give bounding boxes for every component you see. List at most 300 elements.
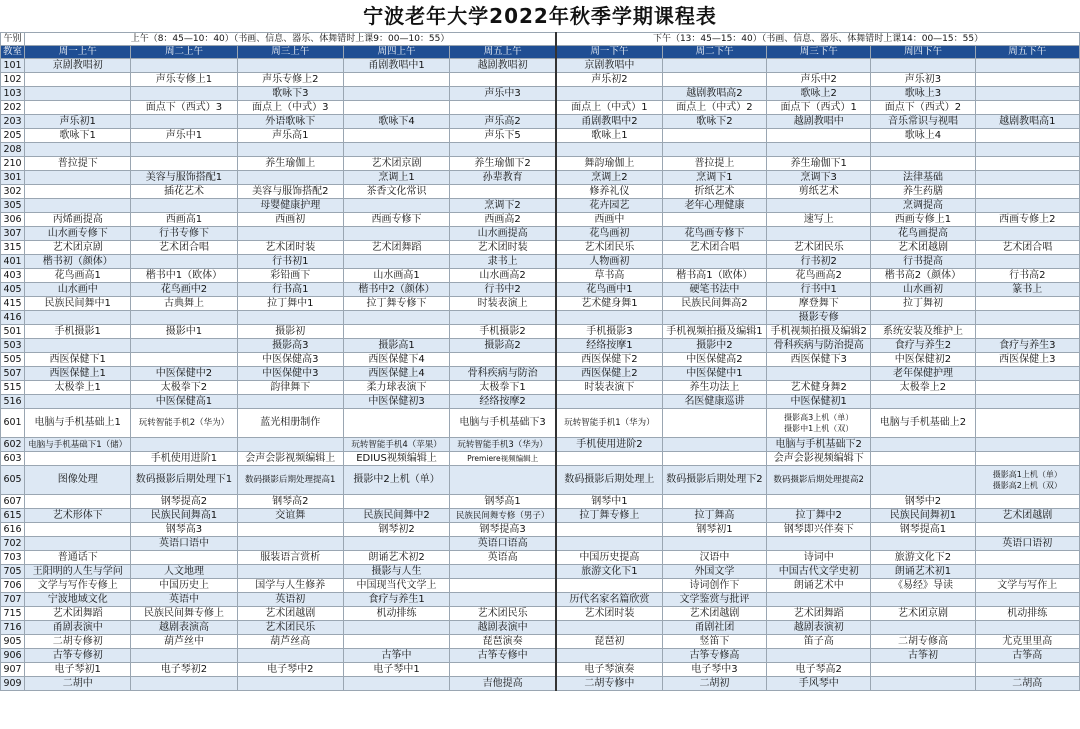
course-cell: 行书中1 <box>767 283 871 297</box>
course-cell: 拉丁舞初 <box>871 297 975 311</box>
room-row-505 <box>1 353 1080 367</box>
course-cell <box>975 171 1079 185</box>
course-cell <box>343 143 449 157</box>
course-cell: 二胡高 <box>975 677 1079 691</box>
course-cell <box>343 101 449 115</box>
course-cell <box>975 59 1079 73</box>
course-cell: 西医保健下2 <box>556 353 662 367</box>
course-cell: 甬剧社团 <box>662 621 766 635</box>
course-cell: 摄影高1 <box>343 339 449 353</box>
course-cell: 太极拳下1 <box>450 381 556 395</box>
schedule-table <box>0 32 1080 691</box>
course-cell: 艺术团民乐 <box>767 241 871 255</box>
course-cell: 声乐中2 <box>767 73 871 87</box>
room-row-605 <box>1 466 1080 495</box>
room-number: 103 <box>1 87 25 101</box>
room-number: 607 <box>1 495 25 509</box>
course-cell: 钢琴即兴伴奏下 <box>767 523 871 537</box>
course-cell: 草书高 <box>556 269 662 283</box>
room-number: 208 <box>1 143 25 157</box>
course-cell: 楷书中2（颜体） <box>343 283 449 297</box>
day-header-pm-5: 周五下午 <box>975 46 1079 59</box>
room-row-101 <box>1 59 1080 73</box>
course-cell: 烹调下2 <box>450 199 556 213</box>
course-cell <box>237 395 343 409</box>
course-cell: 历代名家名篇欣赏 <box>556 593 662 607</box>
course-cell: 民族民间舞高1 <box>131 509 237 523</box>
course-cell <box>767 59 871 73</box>
day-header-row <box>1 46 1080 59</box>
course-cell: 玩转智能手机1（华为） <box>556 409 662 438</box>
course-cell: 歌咏上4 <box>871 129 975 143</box>
course-cell <box>662 73 766 87</box>
course-cell: 电子琴初1 <box>25 663 131 677</box>
course-cell: 彩铅画下 <box>237 269 343 283</box>
room-row-315 <box>1 241 1080 255</box>
day-header-pm-3: 周三下午 <box>767 46 871 59</box>
room-number: 306 <box>1 213 25 227</box>
course-cell <box>343 621 449 635</box>
course-cell: 西医保健上1 <box>25 367 131 381</box>
course-cell <box>237 438 343 452</box>
course-cell: 外语歌咏下 <box>237 115 343 129</box>
course-cell <box>975 73 1079 87</box>
course-cell: 钢琴中2 <box>871 495 975 509</box>
course-cell: 拉丁舞高 <box>662 509 766 523</box>
course-cell: 葫芦丝中 <box>131 635 237 649</box>
course-cell: 越剧表演中 <box>450 621 556 635</box>
room-row-602 <box>1 438 1080 452</box>
course-cell: 烹调下1 <box>662 171 766 185</box>
course-cell: 会声会影视频编辑下 <box>767 452 871 466</box>
course-cell <box>975 101 1079 115</box>
room-number: 302 <box>1 185 25 199</box>
course-cell: 古筝高 <box>975 649 1079 663</box>
course-cell <box>662 255 766 269</box>
course-cell: 行书中2 <box>450 283 556 297</box>
course-cell <box>662 438 766 452</box>
course-cell: 太极拳上1 <box>25 381 131 395</box>
course-cell: 养生瑜伽下2 <box>450 157 556 171</box>
course-cell: 面点上（中式）2 <box>662 101 766 115</box>
course-cell <box>556 537 662 551</box>
course-cell: 面点上（中式）1 <box>556 101 662 115</box>
course-cell <box>343 129 449 143</box>
course-cell: 民族民间舞专修（男子） <box>450 509 556 523</box>
course-cell: 越剧表演高 <box>131 621 237 635</box>
course-cell: 古典舞上 <box>131 297 237 311</box>
course-cell: 朗诵艺术初1 <box>871 565 975 579</box>
course-cell <box>131 339 237 353</box>
course-cell: 甬剧表演中 <box>25 621 131 635</box>
course-cell <box>450 579 556 593</box>
course-cell: 西画专修上1 <box>871 213 975 227</box>
course-cell <box>556 621 662 635</box>
course-cell: 中医保健中2 <box>131 367 237 381</box>
course-cell <box>450 593 556 607</box>
room-row-601 <box>1 409 1080 438</box>
course-cell: 太极拳上2 <box>871 381 975 395</box>
course-cell: 中医保健中3 <box>237 367 343 381</box>
course-cell: 老年保健护理 <box>871 367 975 381</box>
course-cell: 艺术团时装 <box>556 607 662 621</box>
room-row-202 <box>1 101 1080 115</box>
course-cell: 诗词中 <box>767 551 871 565</box>
course-cell: 行书提高 <box>871 255 975 269</box>
course-cell: 西画高2 <box>450 213 556 227</box>
course-cell: 艺术团合唱 <box>131 241 237 255</box>
course-cell: 中国历史提高 <box>556 551 662 565</box>
room-row-607 <box>1 495 1080 509</box>
course-cell: 声乐高1 <box>237 129 343 143</box>
course-cell: 美容与服饰搭配2 <box>237 185 343 199</box>
course-cell <box>767 495 871 509</box>
course-cell: 手风琴中 <box>767 677 871 691</box>
course-cell: 拉丁舞专修上 <box>556 509 662 523</box>
course-cell <box>450 311 556 325</box>
course-cell: 西画专修上2 <box>975 213 1079 227</box>
course-cell <box>871 537 975 551</box>
course-cell <box>237 311 343 325</box>
course-cell <box>767 537 871 551</box>
course-cell: 人文地理 <box>131 565 237 579</box>
course-cell <box>131 199 237 213</box>
course-cell: 古筝专修高 <box>662 649 766 663</box>
room-row-501 <box>1 325 1080 339</box>
course-cell: 京剧教唱中 <box>556 59 662 73</box>
room-row-907 <box>1 663 1080 677</box>
course-cell: 母婴健康护理 <box>237 199 343 213</box>
course-cell: 手机视频拍摄及编辑1 <box>662 325 766 339</box>
room-number: 703 <box>1 551 25 565</box>
course-cell: 古筝专修初 <box>25 649 131 663</box>
day-header-am-2: 周二上午 <box>131 46 237 59</box>
course-cell: 西医保健下4 <box>343 353 449 367</box>
course-cell <box>343 199 449 213</box>
course-cell <box>662 59 766 73</box>
course-cell: 电脑与手机基础下2 <box>767 438 871 452</box>
room-number: 516 <box>1 395 25 409</box>
course-cell <box>237 565 343 579</box>
course-cell: 机动排练 <box>975 607 1079 621</box>
course-cell: 文学与写作专修上 <box>25 579 131 593</box>
course-cell <box>662 129 766 143</box>
course-cell: 民族民间舞高2 <box>662 297 766 311</box>
course-cell: 民族民间舞初1 <box>871 509 975 523</box>
course-cell: 声乐专修上2 <box>237 73 343 87</box>
course-cell <box>237 59 343 73</box>
course-cell <box>131 311 237 325</box>
room-row-906 <box>1 649 1080 663</box>
room-row-307 <box>1 227 1080 241</box>
course-cell: 歌咏上3 <box>871 87 975 101</box>
course-cell: 艺术团京剧 <box>871 607 975 621</box>
course-cell: 西医保健上4 <box>343 367 449 381</box>
course-cell: 钢琴高3 <box>131 523 237 537</box>
course-cell: 艺术团越剧 <box>871 241 975 255</box>
course-cell: 楷书高2（颜体） <box>871 269 975 283</box>
course-cell: 艺术团合唱 <box>975 241 1079 255</box>
course-cell <box>871 395 975 409</box>
course-cell: 养生瑜伽上 <box>237 157 343 171</box>
course-cell <box>25 73 131 87</box>
course-cell <box>556 579 662 593</box>
course-cell: 数码摄影后期处理下1 <box>131 466 237 495</box>
course-cell <box>975 297 1079 311</box>
course-cell: 摄影高3上机（单） 摄影中1上机（双） <box>767 409 871 438</box>
course-cell: 艺术团时装 <box>237 241 343 255</box>
room-number: 415 <box>1 297 25 311</box>
course-cell: 图像处理 <box>25 466 131 495</box>
room-row-705 <box>1 565 1080 579</box>
room-number: 102 <box>1 73 25 87</box>
course-cell: 二胡专修高 <box>871 635 975 649</box>
course-cell <box>975 523 1079 537</box>
course-cell: 英语口语中 <box>131 537 237 551</box>
room-row-507 <box>1 367 1080 381</box>
course-cell <box>25 199 131 213</box>
course-cell: 《易经》导读 <box>871 579 975 593</box>
course-cell: 花鸟画专修下 <box>662 227 766 241</box>
course-cell <box>450 565 556 579</box>
course-cell <box>25 171 131 185</box>
course-cell: 声乐高2 <box>450 115 556 129</box>
course-cell: 钢琴初1 <box>662 523 766 537</box>
course-cell: 折纸艺术 <box>662 185 766 199</box>
course-cell: 数码摄影后期处理提高2 <box>767 466 871 495</box>
room-number: 603 <box>1 452 25 466</box>
course-cell: 老年心理健康 <box>662 199 766 213</box>
period-row <box>1 33 1080 46</box>
course-cell <box>556 523 662 537</box>
day-header-am-4: 周四上午 <box>343 46 449 59</box>
course-cell <box>343 635 449 649</box>
course-cell: 文学与写作上 <box>975 579 1079 593</box>
room-row-305 <box>1 199 1080 213</box>
course-cell: 西画初 <box>237 213 343 227</box>
course-cell: 诗词创作下 <box>662 579 766 593</box>
course-cell: 古筝初 <box>871 649 975 663</box>
course-cell <box>131 551 237 565</box>
course-cell <box>767 593 871 607</box>
course-cell: 汉语中 <box>662 551 766 565</box>
course-cell: 歌咏上1 <box>556 129 662 143</box>
course-cell: 会声会影视频编辑上 <box>237 452 343 466</box>
course-cell: 茶香文化常识 <box>343 185 449 199</box>
course-cell: 声乐中1 <box>131 129 237 143</box>
course-cell: 剪纸艺术 <box>767 185 871 199</box>
room-row-905 <box>1 635 1080 649</box>
course-cell: 艺术团合唱 <box>662 241 766 255</box>
course-cell: 食疗与养生3 <box>975 339 1079 353</box>
course-cell: 玩转智能手机4（苹果） <box>343 438 449 452</box>
course-cell <box>343 87 449 101</box>
course-cell <box>975 409 1079 438</box>
course-cell <box>975 325 1079 339</box>
course-cell <box>871 143 975 157</box>
course-cell: 艺术团舞蹈 <box>767 607 871 621</box>
course-cell: 玩转智能手机2（华为） <box>131 409 237 438</box>
course-cell: 行书专修下 <box>131 227 237 241</box>
course-cell: 玩转智能手机3（华为） <box>450 438 556 452</box>
course-cell: 面点下（西式）2 <box>871 101 975 115</box>
course-cell: 电子琴中2 <box>237 663 343 677</box>
room-number: 909 <box>1 677 25 691</box>
course-cell <box>131 438 237 452</box>
course-cell: 中国历史上 <box>131 579 237 593</box>
course-cell: 英语初 <box>237 593 343 607</box>
page-title: 宁波老年大学2022年秋季学期课程表 <box>363 4 717 28</box>
course-cell: 钢琴高2 <box>237 495 343 509</box>
day-header-am-5: 周五上午 <box>450 46 556 59</box>
course-cell <box>975 381 1079 395</box>
course-cell: 笛子高 <box>767 635 871 649</box>
course-cell: 摄影高2 <box>450 339 556 353</box>
course-cell: 钢琴提高1 <box>871 523 975 537</box>
room-row-401 <box>1 255 1080 269</box>
course-cell: 骨科疾病与防治 <box>450 367 556 381</box>
course-cell: 插花艺术 <box>131 185 237 199</box>
course-cell: 竖笛下 <box>662 635 766 649</box>
course-cell <box>556 143 662 157</box>
course-cell <box>975 143 1079 157</box>
course-cell <box>450 466 556 495</box>
course-cell <box>871 593 975 607</box>
course-cell: 养生瑜伽下1 <box>767 157 871 171</box>
course-cell <box>131 649 237 663</box>
course-cell <box>662 537 766 551</box>
course-cell: 甬剧教唱中1 <box>343 59 449 73</box>
course-cell: 机动排练 <box>343 607 449 621</box>
course-cell <box>975 621 1079 635</box>
room-row-405 <box>1 283 1080 297</box>
course-cell: 西医保健下1 <box>25 353 131 367</box>
room-number: 602 <box>1 438 25 452</box>
course-cell: 钢琴提高2 <box>131 495 237 509</box>
course-cell <box>450 353 556 367</box>
course-cell <box>450 185 556 199</box>
course-cell <box>767 129 871 143</box>
course-cell: 拉丁舞专修下 <box>343 297 449 311</box>
course-cell: 韵律舞下 <box>237 381 343 395</box>
course-cell: 硬笔书法中 <box>662 283 766 297</box>
room-number: 315 <box>1 241 25 255</box>
course-cell: 艺术健身舞2 <box>767 381 871 395</box>
course-cell <box>343 325 449 339</box>
course-cell: 越剧教唱中 <box>767 115 871 129</box>
course-cell: 楷书中1（欧体） <box>131 269 237 283</box>
room-number: 210 <box>1 157 25 171</box>
course-cell <box>556 649 662 663</box>
course-cell: 西医保健上3 <box>975 353 1079 367</box>
course-cell <box>662 143 766 157</box>
course-cell: 交谊舞 <box>237 509 343 523</box>
course-cell: 钢琴提高3 <box>450 523 556 537</box>
course-cell <box>975 157 1079 171</box>
course-cell <box>975 87 1079 101</box>
room-row-909 <box>1 677 1080 691</box>
course-cell <box>975 551 1079 565</box>
course-cell: 山水画专修下 <box>25 227 131 241</box>
course-cell <box>662 311 766 325</box>
course-cell: 文学鉴赏与批评 <box>662 593 766 607</box>
course-cell: 法律基础 <box>871 171 975 185</box>
room-number: 405 <box>1 283 25 297</box>
room-row-516 <box>1 395 1080 409</box>
course-cell <box>975 438 1079 452</box>
course-cell: 电脑与手机基础下3 <box>450 409 556 438</box>
room-row-203 <box>1 115 1080 129</box>
course-cell: 花鸟画初 <box>556 227 662 241</box>
room-row-703 <box>1 551 1080 565</box>
course-cell: 隶书上 <box>450 255 556 269</box>
course-cell <box>343 677 449 691</box>
course-cell: 中医保健初2 <box>871 353 975 367</box>
course-cell: 摄影专修 <box>767 311 871 325</box>
course-cell: 柔力球表演下 <box>343 381 449 395</box>
course-cell: 艺术团民乐 <box>237 621 343 635</box>
course-cell <box>343 255 449 269</box>
course-cell: 数码摄影后期处理提高1 <box>237 466 343 495</box>
room-number: 605 <box>1 466 25 495</box>
course-cell: 旅游文化下1 <box>556 565 662 579</box>
course-cell <box>237 537 343 551</box>
room-number: 403 <box>1 269 25 283</box>
course-cell <box>975 495 1079 509</box>
room-number: 616 <box>1 523 25 537</box>
course-cell: 电子琴中1 <box>343 663 449 677</box>
room-row-102 <box>1 73 1080 87</box>
course-cell <box>975 395 1079 409</box>
room-number: 507 <box>1 367 25 381</box>
room-row-603 <box>1 452 1080 466</box>
course-cell: 山水画初 <box>871 283 975 297</box>
course-cell: 艺术团京剧 <box>25 241 131 255</box>
room-number: 503 <box>1 339 25 353</box>
room-number: 401 <box>1 255 25 269</box>
course-cell: 系统安装及维护上 <box>871 325 975 339</box>
course-cell: 时装表演下 <box>556 381 662 395</box>
course-cell: 经络按摩2 <box>450 395 556 409</box>
course-cell <box>237 523 343 537</box>
course-cell: 手机摄影3 <box>556 325 662 339</box>
course-cell: 琵琶演奏 <box>450 635 556 649</box>
course-cell: 舞韵瑜伽上 <box>556 157 662 171</box>
course-cell: 丙烯画提高 <box>25 213 131 227</box>
course-cell <box>975 129 1079 143</box>
course-cell: 拉丁舞中1 <box>237 297 343 311</box>
room-row-716 <box>1 621 1080 635</box>
course-cell <box>556 311 662 325</box>
course-cell: 越剧表演初 <box>767 621 871 635</box>
course-cell: 手机摄影2 <box>450 325 556 339</box>
am-period-label: 上午（8：45—10：40）（书画、信息、器乐、体舞错时上课9：00—10：55） <box>25 33 556 46</box>
course-cell <box>343 311 449 325</box>
course-cell: 电脑与手机基础下1（储） <box>25 438 131 452</box>
course-cell <box>975 185 1079 199</box>
course-cell: 手机视频拍摄及编辑2 <box>767 325 871 339</box>
course-cell <box>343 227 449 241</box>
course-cell: 英语中 <box>131 593 237 607</box>
course-cell: 声乐初3 <box>871 73 975 87</box>
course-cell: 艺术团越剧 <box>975 509 1079 523</box>
schedule-body <box>1 59 1080 691</box>
room-number: 307 <box>1 227 25 241</box>
room-row-515 <box>1 381 1080 395</box>
course-cell: 摄影与人生 <box>343 565 449 579</box>
course-cell: 国学与人生修养 <box>237 579 343 593</box>
course-cell <box>450 663 556 677</box>
